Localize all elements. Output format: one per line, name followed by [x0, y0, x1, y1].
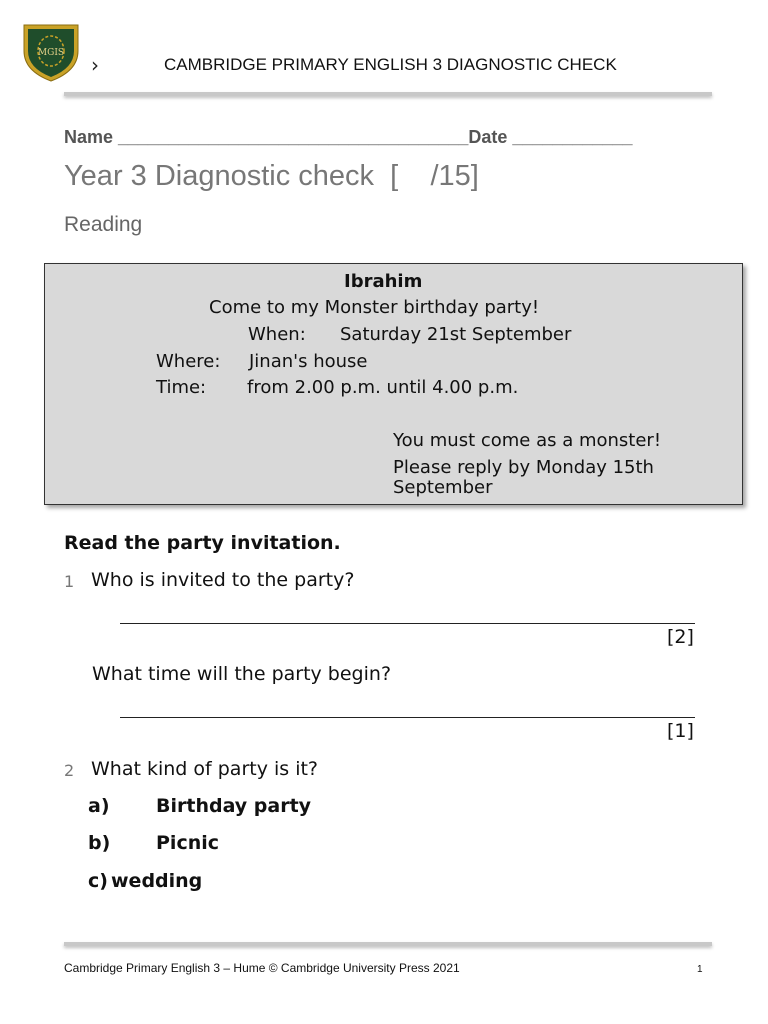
marks-label: [2]: [667, 626, 694, 648]
instruction: Read the party invitation.: [64, 532, 341, 554]
name-date-line: Name ___________________________________Date ____________: [64, 127, 633, 147]
when-value: Saturday 21st September: [340, 324, 572, 345]
invitation-box: [44, 263, 743, 505]
invitation-headline: Come to my Monster birthday party!: [209, 297, 540, 318]
option-text[interactable]: wedding: [111, 870, 203, 892]
page-title: Year 3 Diagnostic check [ /15]: [64, 160, 479, 192]
chevron-right-icon: ›: [91, 53, 99, 77]
question-text: Who is invited to the party?: [91, 569, 355, 591]
svg-text:MGIS: MGIS: [37, 48, 65, 58]
time-label: Time:: [156, 377, 207, 398]
where-value: Jinan's house: [249, 351, 368, 372]
question-text: What time will the party begin?: [92, 663, 392, 685]
header-divider: [64, 92, 712, 96]
question-text: What kind of party is it?: [91, 758, 319, 780]
time-value: from 2.00 p.m. until 4.00 p.m.: [247, 377, 519, 398]
section-heading: Reading: [64, 213, 143, 236]
invitation-note: You must come as a monster!: [393, 430, 662, 451]
footer-credit: Cambridge Primary English 3 – Hume © Cambridge University Press 2021: [64, 961, 460, 975]
answer-line[interactable]: [120, 717, 695, 718]
invitation-name: Ibrahim: [344, 271, 423, 292]
footer-divider: [64, 942, 712, 946]
question-number: 1: [64, 572, 75, 591]
option-label: a): [88, 795, 110, 817]
marks-label: [1]: [667, 720, 694, 742]
reply-note-line1: Please reply by Monday 15th: [393, 457, 654, 478]
page-number: 1: [697, 964, 703, 975]
reply-note-line2: September: [393, 477, 493, 498]
option-label: b): [88, 832, 111, 854]
school-crest-icon: [20, 21, 82, 83]
when-label: When:: [248, 324, 306, 345]
option-label: c): [88, 870, 108, 892]
where-label: Where:: [156, 351, 221, 372]
answer-line[interactable]: [120, 623, 695, 624]
question-number: 2: [64, 761, 75, 780]
header-title: CAMBRIDGE PRIMARY ENGLISH 3 DIAGNOSTIC CHECK: [164, 55, 617, 74]
option-text[interactable]: Picnic: [156, 832, 220, 854]
option-text[interactable]: Birthday party: [156, 795, 312, 817]
